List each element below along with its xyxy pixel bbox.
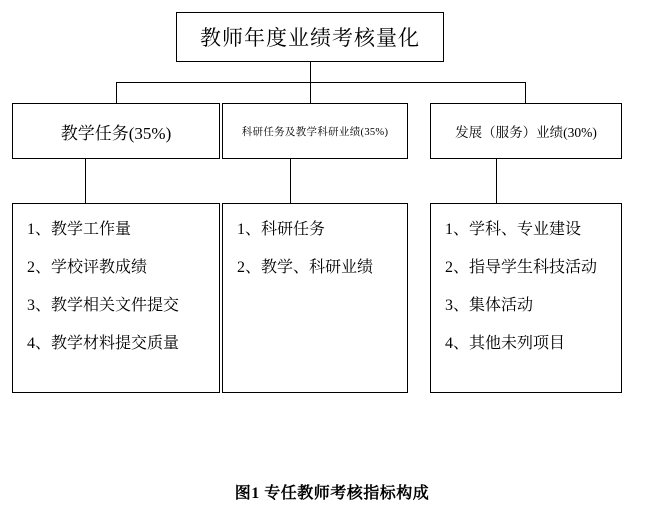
- chart-title-text: 教师年度业绩考核量化: [200, 26, 420, 50]
- list-item: 2、指导学生科技活动: [445, 259, 598, 276]
- connector-category-2-to-list: [290, 159, 291, 203]
- category-header-box-1: [12, 103, 220, 159]
- category-header-box-3: [430, 103, 622, 159]
- list-item: 4、其他未列项目: [445, 335, 566, 352]
- connector-title-down: [310, 62, 311, 83]
- list-item: 2、教学、科研业绩: [237, 259, 374, 276]
- category-list-box-1: [12, 203, 220, 393]
- connector-category-1-to-list: [85, 159, 86, 203]
- category-header-box-2: [222, 103, 408, 159]
- figure-caption: 图1 专任教师考核指标构成: [234, 485, 430, 502]
- category-header-label-2: 科研任务及教学科研业绩(35%): [241, 126, 389, 138]
- connector-bus-to-category-1: [116, 82, 117, 103]
- chart-title-box: [176, 12, 444, 62]
- list-item: 1、科研任务: [237, 221, 326, 238]
- connector-horizontal-bus: [116, 82, 525, 83]
- list-item: 4、教学材料提交质量: [27, 335, 180, 352]
- connector-bus-to-category-2: [310, 82, 311, 103]
- connector-category-3-to-list: [496, 159, 497, 203]
- list-item: 1、教学工作量: [27, 221, 132, 238]
- category-header-label-3: 发展（服务）业绩(30%): [455, 125, 597, 140]
- list-item: 2、学校评教成绩: [27, 259, 148, 276]
- list-item: 3、教学相关文件提交: [27, 297, 180, 314]
- category-header-label-1: 教学任务(35%): [60, 123, 172, 143]
- category-list-box-3: [430, 203, 622, 393]
- list-item: 1、学科、专业建设: [445, 221, 582, 238]
- list-item: 3、集体活动: [445, 297, 534, 314]
- category-list-box-2: [222, 203, 408, 393]
- connector-bus-to-category-3: [525, 82, 526, 103]
